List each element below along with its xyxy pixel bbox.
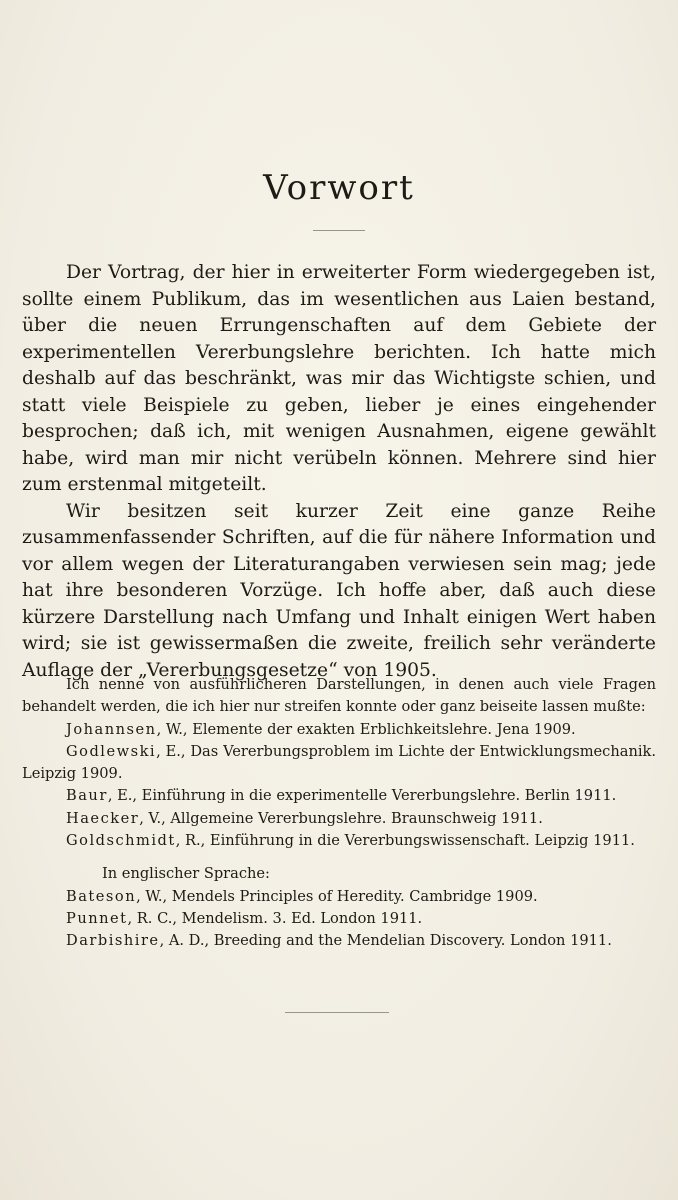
reference-author: Haecker [66,809,140,827]
reference-detail: , A. D., Breeding and the Mendelian Discovery. London 1911. [159,932,612,950]
reference-author: Godlewski [66,742,157,760]
reference-detail: , R. C., Mendelism. 3. Ed. London 1911. [127,909,423,927]
paragraph-2: Wir besitzen seit kurzer Zeit eine ganze Reihe zusammenfassender Schriften, auf die für nähere Information und vor allem wegen der Literaturangaben verwiesen sein mag; jede hat ihre besonderen Vorzüge. Ich hoffe aber, daß auch diese kürzere Darstellung nach Umfang und Inhalt einigen Wert haben wird; sie ist gewissermaßen die zweite, freilich sehr veränderte Auflage der „Vererbungsgesetze“ von 1905. [22,500,656,681]
paragraph-1: Der Vortrag, der hier in erweiterter Form wiedergegeben ist, sollte einem Publikum, das im wesentlichen aus Laien bestand, über die neuen Errungenschaften auf dem Gebiete der experimentellen Vererbungslehre berichten. Ich hatte mich deshalb auf das beschränkt, was mir das Wichtigste schien, und statt viele Beispiele zu geben, lieber je eines eingehender besprochen; daß ich, mit wenigen Ausnahmen, eigene gewählt habe, wird man mir nicht verübeln können. Mehrere sind hier zum erstenmal mitgeteilt. [22,262,656,495]
reference-detail: , V., Allgemeine Vererbungslehre. Braunschweig 1911. [139,809,543,827]
title-divider [313,230,365,231]
reference-author: Darbishire [66,932,160,950]
bottom-divider [285,1012,389,1013]
reference-author: Johannsen [66,720,157,738]
reference-author: Punnet [66,909,128,927]
reference-detail: , W., Mendels Principles of Heredity. Cambridge 1909. [136,887,538,905]
reference-item [22,930,656,952]
reference-item [22,886,656,908]
reference-detail: , W., Elemente der exakten Erblichkeitslehre. Jena 1909. [156,720,576,738]
references-intro: Ich nenne von ausführlicheren Darstellungen, in denen auch viele Fragen behandelt werden, die ich hier nur streifen konnte oder ganz beiseite lassen mußte: [22,676,656,716]
references [22,674,656,953]
reference-detail: , E., Einführung in die experimentelle Vererbungslehre. Berlin 1911. [107,787,617,805]
preface-body [22,260,656,684]
english-refs-heading: In englischer Sprache: [102,865,270,883]
reference-author: Baur [66,787,108,805]
reference-author: Goldschmidt [66,832,176,850]
page-title: Vorwort [263,168,415,208]
reference-detail: , R., Einführung in die Vererbungswissenschaft. Leipzig 1911. [175,832,635,850]
reference-item [22,741,656,786]
reference-item [22,830,656,852]
reference-detail: , E., Das Vererbungsproblem im Lichte der Entwicklungsmechanik. Leipzig 1909. [22,742,656,783]
reference-item [22,908,656,930]
reference-item [22,719,656,741]
reference-item [22,808,656,830]
reference-author: Bateson [66,887,137,905]
reference-item [22,785,656,807]
